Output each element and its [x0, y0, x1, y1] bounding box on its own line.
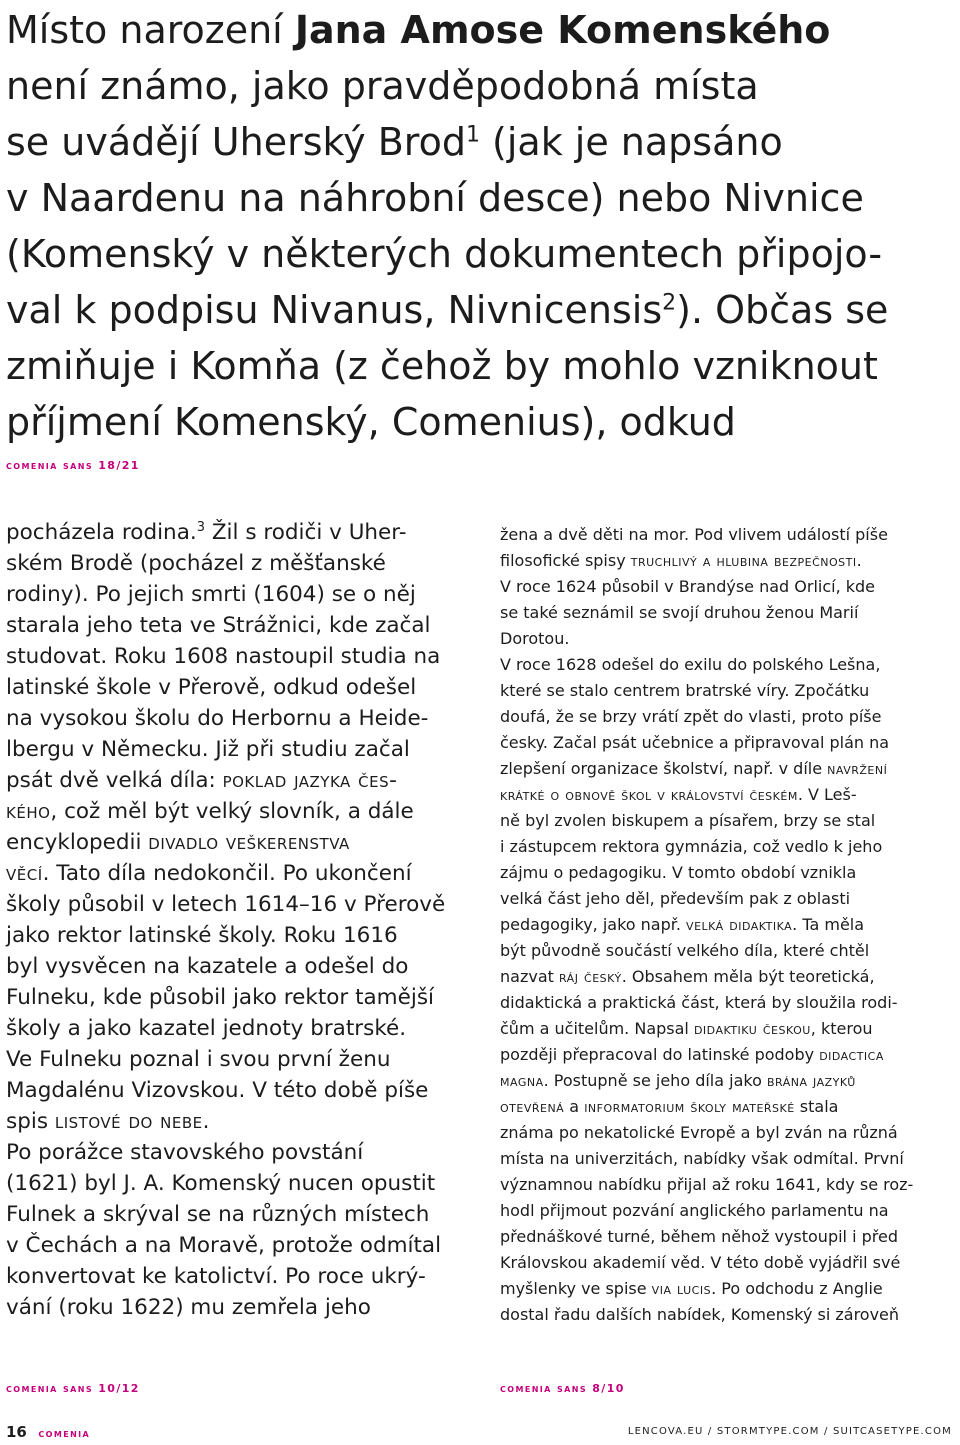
text-line: později přepracoval do latinské podoby didactica: [500, 1045, 884, 1064]
page-footer: [6, 1423, 952, 1441]
text-line: lbergu v Německu. Již při studiu začal: [6, 737, 410, 762]
work-title: magna: [500, 1071, 544, 1090]
hero-line: val k podpisu Nivanus, Nivnicensis$^2$). Občas se: [6, 288, 889, 332]
text-line: žena a dvě děti na mor. Pod vlivem událostí píše: [500, 525, 888, 544]
brand-name: comenia: [38, 1427, 91, 1440]
text-line: rodiny). Po jejich smrti (1604) se o něj: [6, 582, 416, 607]
text-line: známa po nekatolické Evropě a byl zván na různá: [500, 1123, 898, 1142]
text-line: filosofické spisy truchlivý a hlubina bezpečnosti.: [500, 551, 862, 570]
font-spec-label-10: comenia sans 10/12: [6, 1382, 140, 1395]
page-number: 16: [6, 1423, 27, 1441]
work-title: věcí: [6, 861, 43, 886]
text-line: školy působil v letech 1614–16 v Přerově: [6, 892, 446, 917]
text-line: Fulneku, kde působil jako rektor tamější: [6, 985, 434, 1010]
text-line: dostal řadu dalších nabídek, Komenský si zároveň: [500, 1305, 900, 1324]
hero-line: v Naardenu na náhrobní desce) nebo Nivnice: [6, 176, 864, 220]
text-line: velká část jeho děl, především pak z oblasti: [500, 889, 851, 908]
work-title: informatorium školy mateřské: [584, 1097, 795, 1116]
text-line: se také seznámil se svojí druhou ženou Marií: [500, 603, 859, 622]
hero-line: (Komenský v některých dokumentech připojo-: [6, 232, 883, 276]
text-line: které se stalo centrem bratrské víry. Zpočátku: [500, 681, 870, 700]
work-title: poklad jazyka čes-: [222, 768, 398, 793]
text-line: otevřená a informatorium školy mateřské stala: [500, 1097, 839, 1116]
work-title: didaktiku českou: [693, 1019, 811, 1038]
text-line: latinské škole v Přerově, odkud odešel: [6, 675, 417, 700]
text-line: Královskou akademií věd. V této době vyjádřil své: [500, 1253, 901, 1272]
text-line: čům a učitelům. Napsal didaktiku českou, kterou: [500, 1019, 873, 1038]
font-spec-label-18: comenia sans 18/21: [6, 459, 140, 472]
text-line: encyklopedii divadlo veškerenstva: [6, 830, 350, 855]
text-line: pedagogiky, jako např. velká didaktika. Ta měla: [500, 915, 865, 934]
work-title: listové do nebe: [54, 1109, 203, 1134]
text-line: být původně součástí velkého díla, které chtěl: [500, 941, 870, 960]
text-line: konvertovat ke katolictví. Po roce ukrý-: [6, 1264, 426, 1289]
text-line: věcí. Tato díla nedokončil. Po ukončení: [6, 861, 412, 886]
text-line: kého, což měl být velký slovník, a dále: [6, 799, 414, 824]
work-title: brána jazyků: [766, 1071, 856, 1090]
work-title: krátké o obnově škol v království českém: [500, 785, 798, 804]
text-line: byl vysvěcen na kazatele a odešel do: [6, 954, 409, 979]
footer-credits: LENCOVA.EU / STORMTYPE.COM / SUITCASETYPE.COM: [627, 1426, 952, 1437]
work-title: velká didaktika: [686, 915, 793, 934]
work-title: otevřená: [500, 1097, 565, 1116]
text-line: V roce 1628 odešel do exilu do polského Lešna,: [500, 655, 881, 674]
text-line: Ve Fulneku poznal i svou první ženu: [6, 1047, 391, 1072]
font-spec-label-8: comenia sans 8/10: [500, 1382, 625, 1395]
text-line: ně byl zvolen biskupem a písařem, brzy se stal: [500, 811, 876, 830]
work-title: ráj český: [558, 967, 622, 986]
text-line: místa na univerzitách, nabídky však odmítal. První: [500, 1149, 904, 1168]
work-title: kého: [6, 799, 51, 824]
text-line: Magdalénu Vizovskou. V této době píše: [6, 1078, 429, 1103]
text-line: v Čechách a na Moravě, protože odmítal: [6, 1233, 442, 1258]
text-line: česky. Začal psát učebnice a připravoval plán na: [500, 733, 890, 752]
work-title: truchlivý a hlubina bezpečnosti: [630, 551, 857, 570]
text-line: zájmu o pedagogiku. V tomto období vznikla: [500, 863, 857, 882]
text-line: krátké o obnově škol v království českém. V Leš-: [500, 785, 857, 804]
text-line: Fulnek a skrýval se na různých místech: [6, 1202, 430, 1227]
text-line: pocházela rodina.$^3$ Žil s rodiči v Uher-: [6, 519, 407, 545]
text-line: didaktická a praktická část, která by sloužila rodi-: [500, 993, 898, 1012]
text-line: spis listové do nebe.: [6, 1109, 210, 1134]
text-line: doufá, že se brzy vrátí zpět do vlasti, proto píše: [500, 707, 882, 726]
hero-line: zmiňuje i Komňa (z čehož by mohlo vzniknout: [6, 344, 878, 388]
text-line: studovat. Roku 1608 nastoupil studia na: [6, 644, 441, 669]
text-line: Dorotou.: [500, 629, 570, 648]
text-line: nazvat ráj český. Obsahem měla být teoretická,: [500, 967, 875, 986]
hero-line: příjmení Komenský, Comenius), odkud: [6, 400, 736, 444]
text-line: psát dvě velká díla: poklad jazyka čes-: [6, 768, 398, 793]
text-line: školy a jako kazatel jednoty bratrské.: [6, 1016, 407, 1041]
text-line: přednáškové turné, během něhož vystoupil i před: [500, 1227, 898, 1246]
text-line: vání (roku 1622) mu zemřela jeho: [6, 1295, 371, 1320]
text-line: ském Brodě (pocházel z měšťanské: [6, 551, 386, 576]
work-title: didactica: [819, 1045, 884, 1064]
text-line: i zástupcem rektora gymnázia, což vedlo k jeho: [500, 837, 883, 856]
body-column-right: [500, 522, 956, 1328]
text-line: V roce 1624 působil v Brandýse nad Orlicí, kde: [500, 577, 876, 596]
hero-line: není známo, jako pravděpodobná místa: [6, 64, 759, 108]
hero-line: se uvádějí Uherský Brod$^1$ (jak je napsáno: [6, 120, 783, 164]
text-line: hodl přijmout pozvání anglického parlamentu na: [500, 1201, 889, 1220]
text-line: významnou nabídku přijal až roku 1641, kdy se roz-: [500, 1175, 914, 1194]
text-line: starala jeho teta ve Strážnici, kde začal: [6, 613, 431, 638]
text-line: Po porážce stavovského povstání: [6, 1140, 364, 1165]
text-line: myšlenky ve spise via lucis. Po odchodu z Anglie: [500, 1279, 883, 1298]
text-line: na vysokou školu do Herbornu a Heide-: [6, 706, 429, 731]
text-line: (1621) byl J. A. Komenský nucen opustit: [6, 1171, 436, 1196]
hero-line: Místo narození Jana Amose Komenského: [6, 8, 831, 52]
work-title: divadlo veškerenstva: [148, 830, 350, 855]
hero-paragraph: [6, 2, 946, 450]
text-line: jako rektor latinské školy. Roku 1616: [6, 923, 398, 948]
work-title: navržení: [827, 759, 888, 778]
text-line: zlepšení organizace školství, např. v díle navržení: [500, 759, 888, 778]
work-title: via lucis: [651, 1279, 712, 1298]
text-line: magna. Postupně se jeho díla jako brána jazyků: [500, 1071, 856, 1090]
body-column-left: [6, 517, 476, 1323]
